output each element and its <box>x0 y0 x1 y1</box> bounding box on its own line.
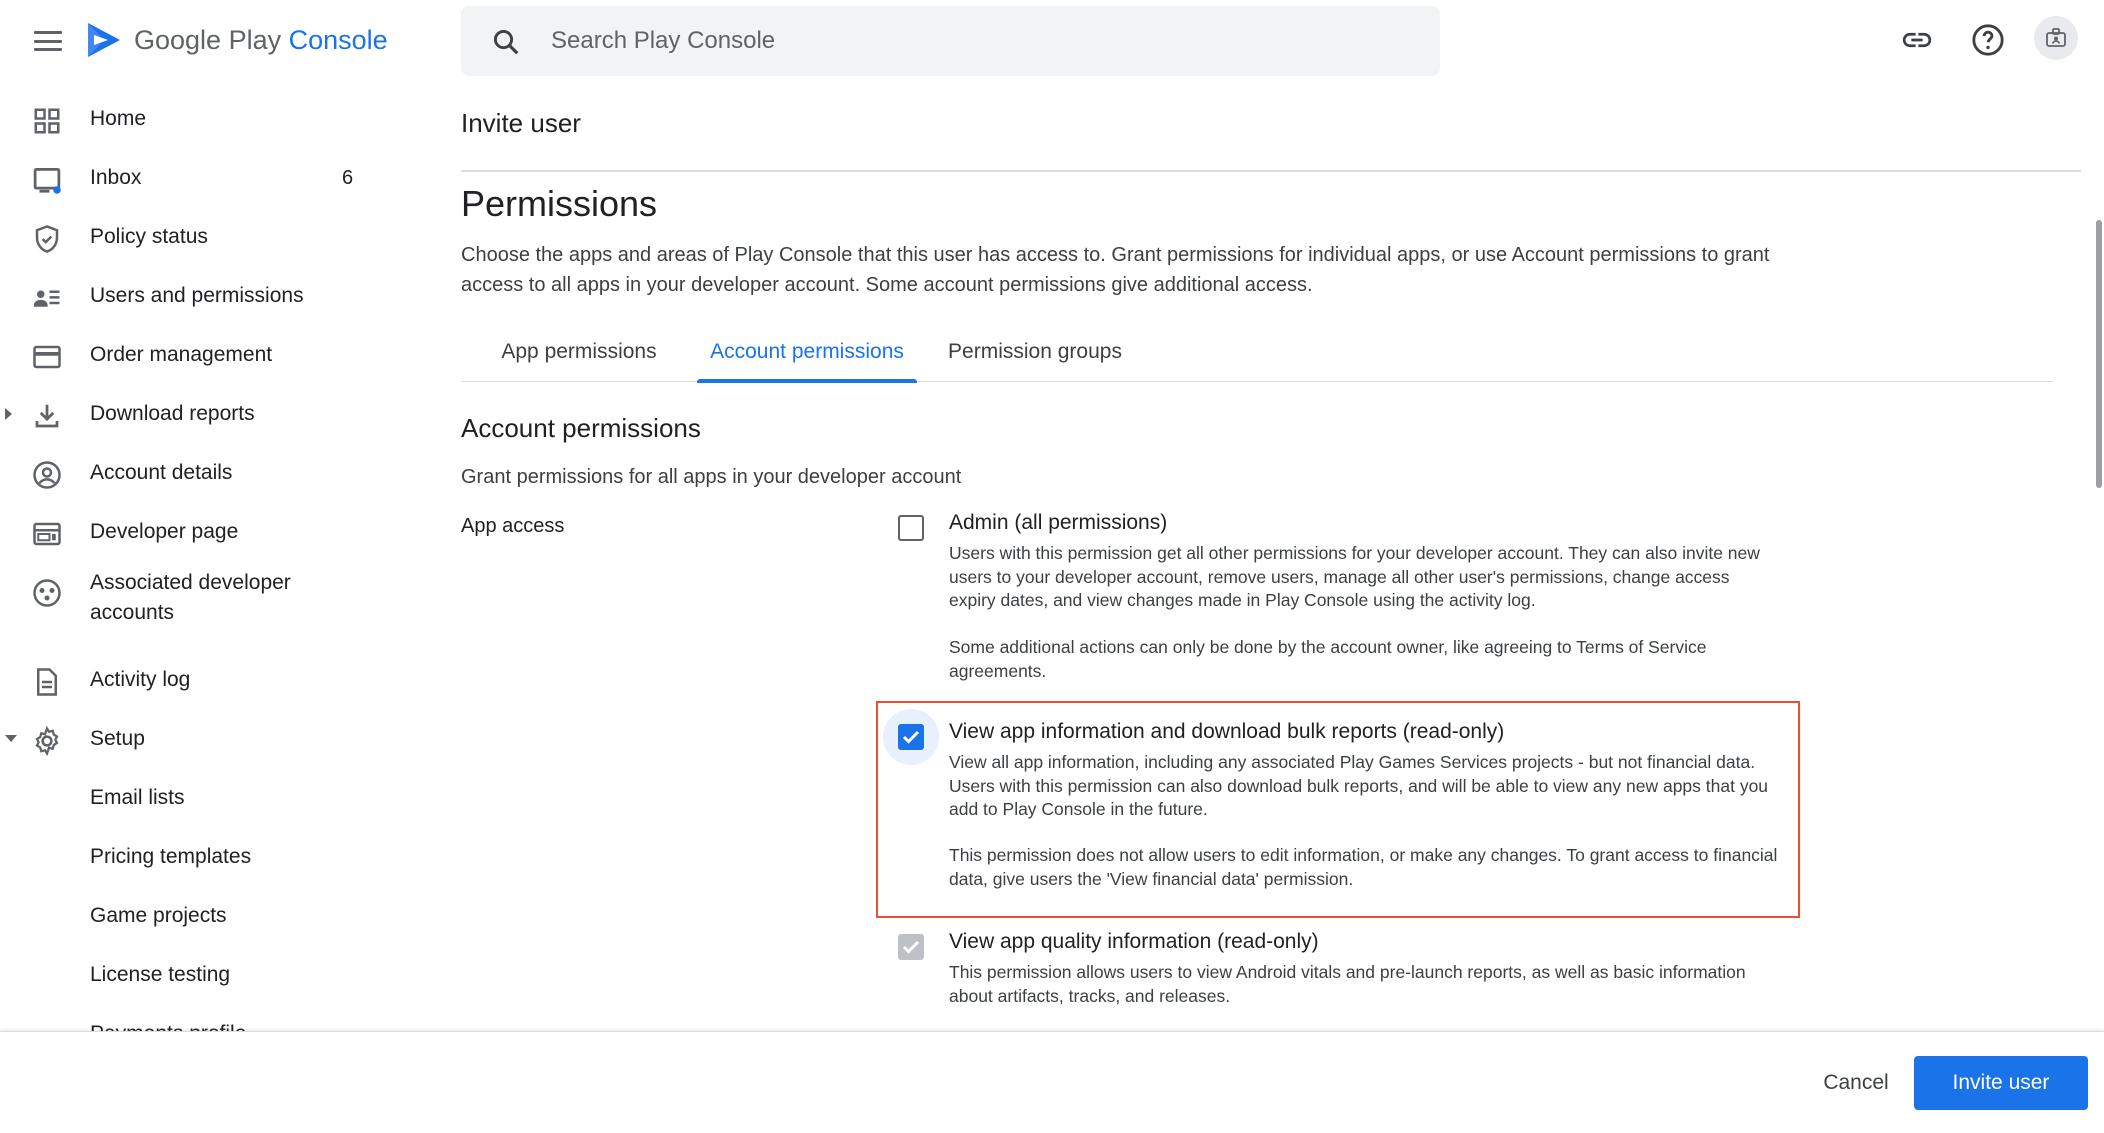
download-icon <box>32 401 62 431</box>
permission-description: Users with this permission get all other permissions for your developer account. They can also invite new users to your developer account, remove users, manage all other user's permissions, change access expiry dates, and view changes made in Play Console using the activity log. <box>949 543 1760 610</box>
app-access-label: App access <box>461 515 565 537</box>
admin-checkbox[interactable] <box>898 515 924 541</box>
account-icon[interactable] <box>2034 16 2078 60</box>
sidebar-item-order-management[interactable] <box>0 330 420 380</box>
sidebar-item-home[interactable] <box>0 94 420 144</box>
help-icon[interactable] <box>1968 20 2008 60</box>
sidebar-item-label: Activity log <box>90 668 191 691</box>
gear-icon <box>32 726 62 756</box>
play-console-logo[interactable] <box>86 21 388 59</box>
permissions-description: Choose the apps and areas of Play Console that this user has access to. Grant permissions for individual apps, or use Account permissions to grant access to all apps in your developer account. Some account permissions give additional access. <box>461 244 1770 296</box>
permission-tabs <box>461 330 2053 382</box>
web-icon <box>32 519 62 549</box>
account-circle-icon <box>32 460 62 490</box>
logo-text: Google Play Console <box>134 24 388 55</box>
permissions-heading: Permissions <box>461 183 658 224</box>
sidebar-item-users-and-permissions[interactable] <box>0 271 420 321</box>
sidebar-item-label: License testing <box>90 963 231 986</box>
sidebar-item-inbox[interactable] <box>0 153 420 203</box>
play-logo-icon <box>86 21 122 59</box>
link-icon[interactable] <box>1897 20 1937 60</box>
header-divider <box>461 170 2081 172</box>
permission-description: This permission allows users to view Android vitals and pre-launch reports, as well as basic information about artifacts, tracks, and releases. <box>949 962 1746 1006</box>
sidebar-item-label: Pricing templates <box>90 845 252 868</box>
sidebar-item-label: Download reports <box>90 402 255 425</box>
shield-icon <box>32 224 62 254</box>
sidebar-item-account-details[interactable] <box>0 448 420 498</box>
sidebar-item-label: Home <box>90 107 147 130</box>
sidebar-item-label: Developer page <box>90 520 239 543</box>
permission-note: Some additional actions can only be done by the account owner, like agreeing to Terms of Service agreements. <box>949 637 1707 681</box>
search-bar[interactable] <box>461 6 1440 76</box>
sidebar-item-label: Associated developer accounts <box>90 571 291 624</box>
sidebar-item-activity-log[interactable] <box>0 655 420 705</box>
collapse-arrow-icon[interactable] <box>4 734 18 744</box>
tab-app-permissions[interactable]: App permissions <box>501 340 657 363</box>
sidebar-item-setup[interactable] <box>0 714 420 764</box>
footer-action-bar <box>0 1031 2104 1133</box>
sidebar <box>0 92 440 1032</box>
sidebar-item-label: Setup <box>90 727 145 750</box>
sidebar-item-game-projects[interactable] <box>0 891 420 941</box>
sidebar-item-associated-developer-accounts[interactable] <box>0 566 420 636</box>
sidebar-item-developer-page[interactable] <box>0 507 420 557</box>
permission-description: View all app information, including any associated Play Games Services projects - but not financial data. Users with this permission can also download bulk reports, and will be able to view any new apps that you add to Play Console in the future. <box>949 752 1769 819</box>
invite-user-button[interactable]: Invite user <box>1914 1056 2088 1110</box>
home-grid-icon <box>32 106 62 136</box>
credit-card-icon <box>32 342 62 372</box>
tab-account-permissions[interactable]: Account permissions <box>697 330 917 382</box>
document-icon <box>32 667 62 697</box>
sidebar-item-label: Account details <box>90 461 233 484</box>
tab-permission-groups[interactable]: Permission groups <box>948 340 1122 363</box>
permission-note: This permission does not allow users to edit information, or make any changes. To grant access to financial data, give users the 'View financial data' permission. <box>949 845 1778 889</box>
search-icon <box>491 27 521 57</box>
sidebar-item-pricing-templates[interactable] <box>0 832 420 882</box>
menu-icon[interactable] <box>34 31 62 51</box>
cancel-button[interactable]: Cancel <box>1810 1056 1902 1110</box>
sidebar-item-label: Policy status <box>90 225 208 248</box>
expand-arrow-icon[interactable] <box>4 407 14 421</box>
permission-label: Admin (all permissions) <box>949 511 1168 534</box>
sidebar-item-label: Email lists <box>90 786 185 809</box>
view-app-info-checkbox[interactable] <box>898 724 924 750</box>
scrollbar[interactable] <box>2096 220 2102 488</box>
sidebar-item-label: Inbox <box>90 166 142 189</box>
sidebar-item-label: Game projects <box>90 904 227 927</box>
sidebar-item-policy-status[interactable] <box>0 212 420 262</box>
section-title: Account permissions <box>461 413 701 443</box>
sidebar-item-label: Order management <box>90 343 273 366</box>
inbox-count-badge: 6 <box>342 166 354 189</box>
permission-label: View app information and download bulk reports (read-only) <box>949 720 1505 743</box>
sidebar-item-license-testing[interactable] <box>0 950 420 1000</box>
sidebar-item-label: Users and permissions <box>90 284 304 307</box>
checkmark-icon <box>901 727 921 747</box>
permission-label: View app quality information (read-only) <box>949 930 1319 953</box>
page-title: Invite user <box>461 108 581 138</box>
sidebar-item-download-reports[interactable] <box>0 389 420 439</box>
sidebar-item-email-lists[interactable] <box>0 773 420 823</box>
checkmark-icon <box>901 937 921 957</box>
inbox-icon <box>32 165 62 195</box>
section-description: Grant permissions for all apps in your developer account <box>461 466 962 488</box>
linked-accounts-icon <box>32 578 62 608</box>
search-input[interactable] <box>551 6 1411 76</box>
view-app-quality-checkbox[interactable] <box>898 934 924 960</box>
users-icon <box>32 283 62 313</box>
